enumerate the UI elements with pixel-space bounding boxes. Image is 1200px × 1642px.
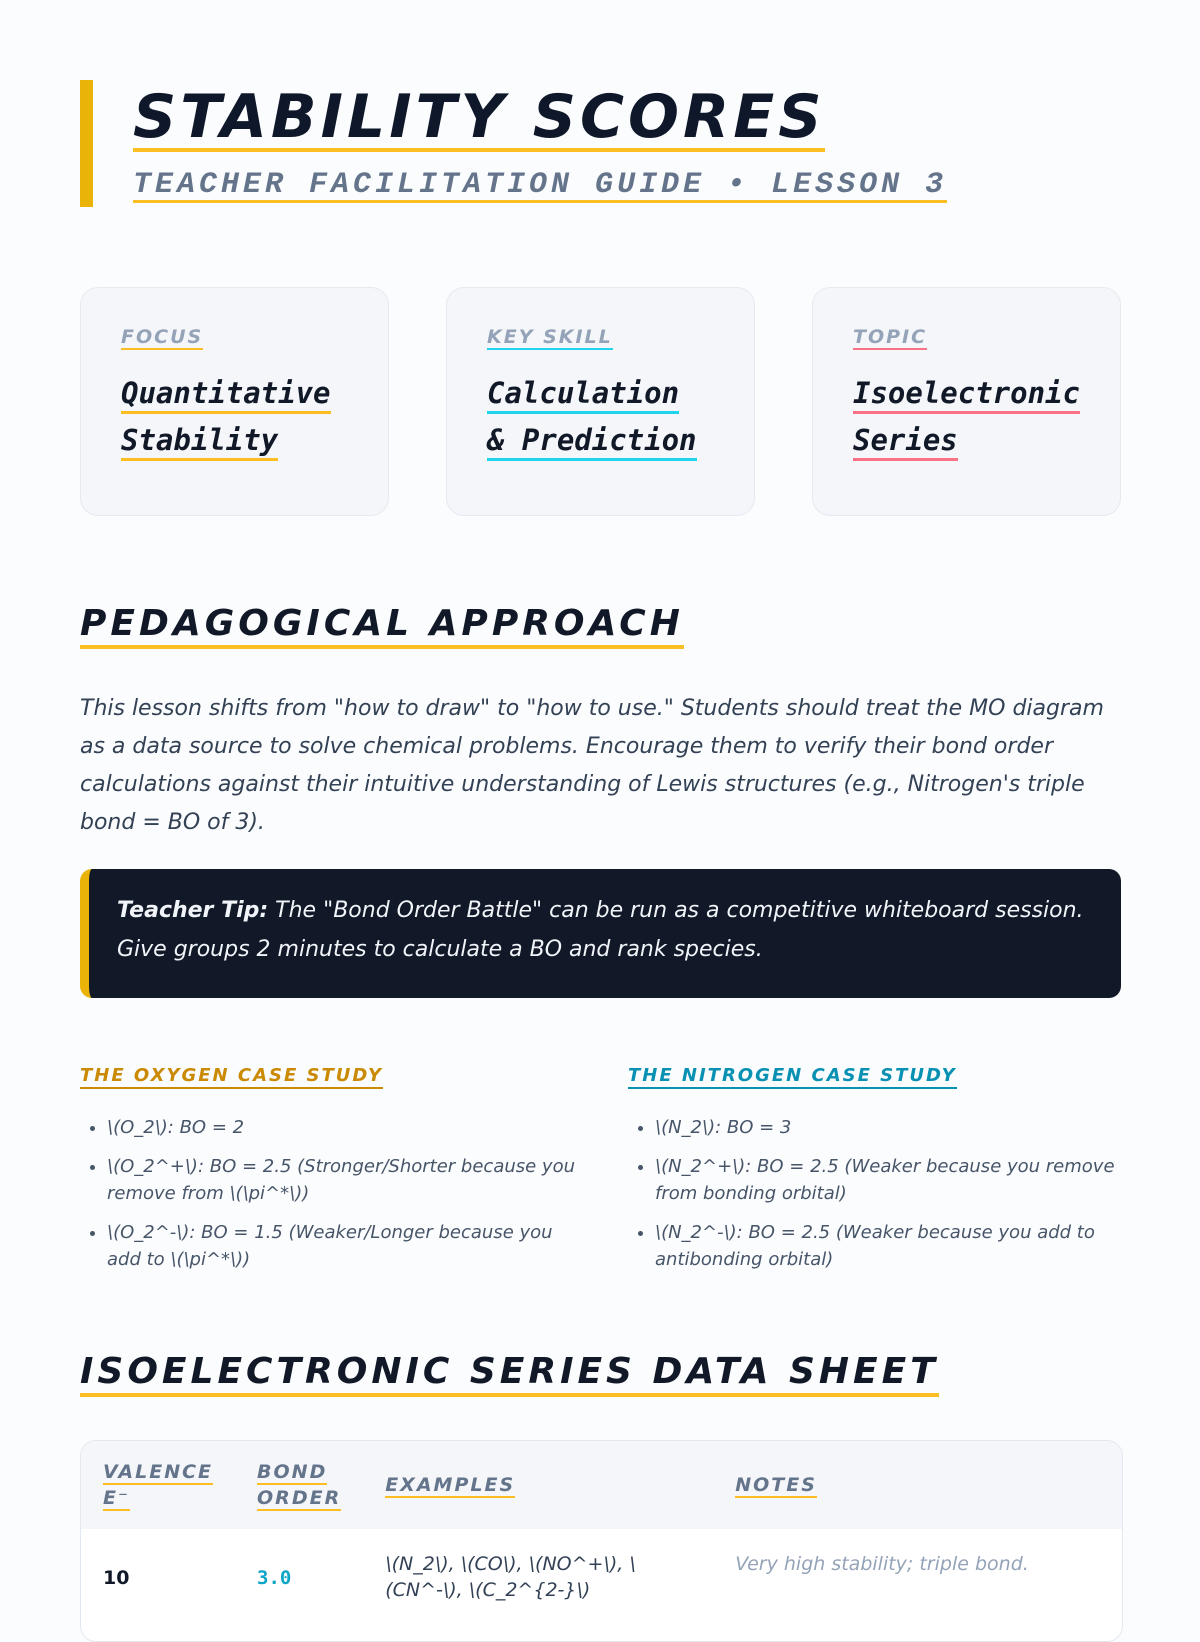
card-value bbox=[121, 370, 381, 464]
nitrogen-case-list bbox=[628, 1114, 1128, 1273]
nitrogen-case-study bbox=[628, 1065, 1128, 1285]
column-header-text: VALENCE E⁻ bbox=[103, 1461, 214, 1509]
list-item: • \(N_2^+\): BO = 2.5 (Weaker because you remove from bonding orbital) bbox=[655, 1153, 1128, 1207]
card-focus bbox=[80, 287, 389, 516]
pedagogy-heading: PEDAGOGICAL APPROACH bbox=[80, 603, 684, 649]
card-value-line: Quantitative bbox=[121, 376, 331, 414]
card-label: KEY SKILL bbox=[487, 326, 613, 348]
card-key-skill bbox=[446, 287, 755, 516]
card-label: FOCUS bbox=[121, 326, 204, 348]
card-value-line: Calculation bbox=[487, 376, 679, 414]
card-value-line: Series bbox=[853, 423, 958, 461]
page-title: STABILITY SCORES bbox=[133, 82, 826, 152]
column-header bbox=[713, 1441, 1122, 1529]
card-value-line: & Prediction bbox=[487, 423, 697, 461]
pedagogy-paragraph: This lesson shifts from "how to draw" to "how to use." Students should treat the MO diagram as a data source to solve chemical problems. Encourage them to verify their bond order calculations against their intuitive understanding of Lewis structures (e.g., Nitrogen's triple bond = BO of 3). bbox=[80, 696, 1104, 835]
table-header-row bbox=[81, 1441, 1122, 1529]
column-header-text: EXAMPLES bbox=[385, 1474, 516, 1496]
cell-notes: Very high stability; triple bond. bbox=[735, 1553, 1029, 1575]
card-value-line: Isoelectronic bbox=[853, 376, 1080, 414]
list-item: • \(O_2\): BO = 2 bbox=[107, 1114, 580, 1141]
nitrogen-case-heading: THE NITROGEN CASE STUDY bbox=[628, 1065, 957, 1089]
tip-text: The "Bond Order Battle" can be run as a competitive whiteboard session. Give groups 2 minutes to calculate a BO and rank species. bbox=[117, 898, 1084, 962]
list-item: • \(N_2^-\): BO = 2.5 (Weaker because you add to antibonding orbital) bbox=[655, 1219, 1128, 1273]
column-header-text: BOND ORDER bbox=[257, 1461, 342, 1509]
list-item: • \(O_2^-\): BO = 1.5 (Weaker/Longer because you add to \(\pi^*\)) bbox=[107, 1219, 580, 1273]
cell-bond-order: 3.0 bbox=[257, 1567, 292, 1589]
cell-examples: \(N_2\), \(CO\), \(NO^+\), \(CN^-\), \(C_2^{2-}\) bbox=[385, 1553, 636, 1601]
series-heading: ISOELECTRONIC SERIES DATA SHEET bbox=[80, 1351, 939, 1397]
column-header bbox=[363, 1441, 713, 1529]
oxygen-case-list bbox=[80, 1114, 580, 1273]
list-item: • \(O_2^+\): BO = 2.5 (Stronger/Shorter because you remove from \(\pi^*\)) bbox=[107, 1153, 580, 1207]
card-value bbox=[487, 370, 747, 464]
tip-label: Teacher Tip: bbox=[117, 898, 269, 923]
card-topic bbox=[812, 287, 1121, 516]
column-header bbox=[81, 1441, 235, 1529]
card-label: TOPIC bbox=[853, 326, 928, 348]
cell-valence: 10 bbox=[103, 1567, 130, 1589]
list-item: • \(N_2\): BO = 3 bbox=[655, 1114, 1128, 1141]
card-value bbox=[853, 370, 1113, 464]
table-row bbox=[81, 1529, 1122, 1625]
card-value-line: Stability bbox=[121, 423, 278, 461]
column-header bbox=[235, 1441, 363, 1529]
oxygen-case-heading: THE OXYGEN CASE STUDY bbox=[80, 1065, 383, 1089]
series-table bbox=[80, 1440, 1123, 1642]
teacher-tip bbox=[80, 869, 1121, 998]
summary-cards bbox=[80, 287, 1121, 517]
header bbox=[80, 80, 947, 207]
column-header-text: NOTES bbox=[735, 1474, 817, 1496]
page-subtitle: TEACHER FACILITATION GUIDE • LESSON 3 bbox=[133, 168, 948, 202]
oxygen-case-study bbox=[80, 1065, 580, 1285]
